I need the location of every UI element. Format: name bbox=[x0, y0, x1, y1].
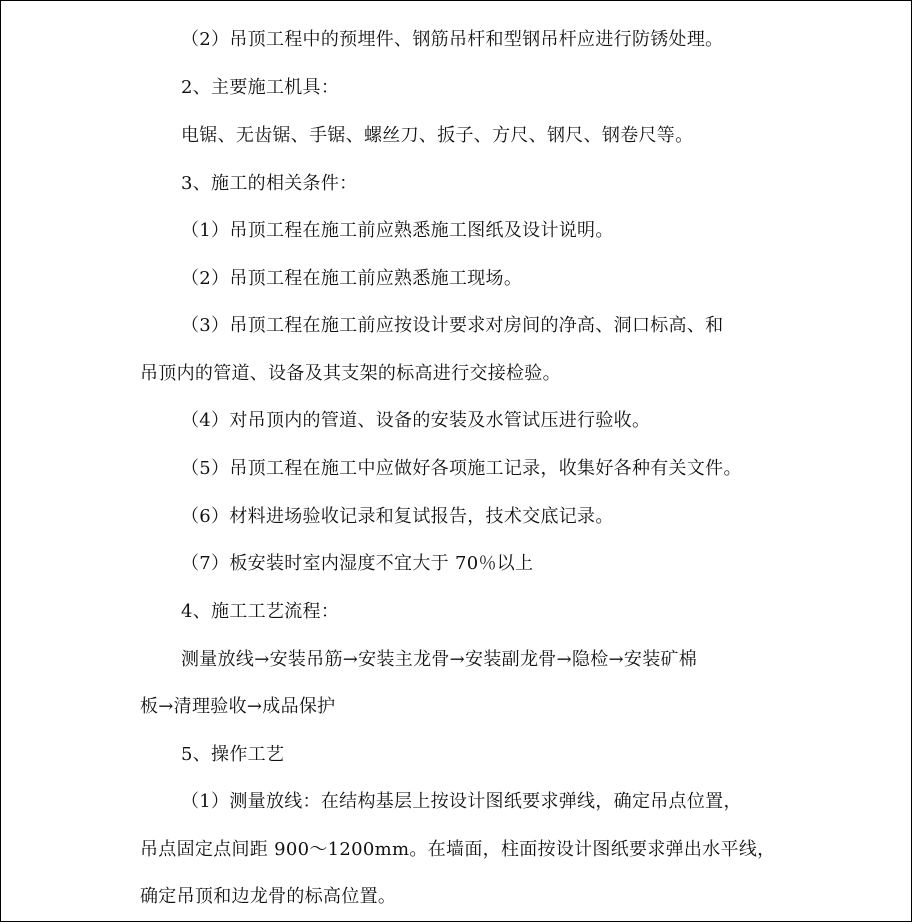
section-heading: 4、施工工艺流程： bbox=[181, 601, 340, 622]
paragraph-line: 吊顶内的管道、设备及其支架的标高进行交接检验。 bbox=[140, 363, 561, 384]
paragraph-line: 吊点固定点间距 900～1200mm。在墙面，柱面按设计图纸要求弹出水平线， bbox=[140, 839, 776, 860]
paragraph-line: （1）测量放线：在结构基层上按设计图纸要求弹线，确定吊点位置， bbox=[181, 791, 742, 812]
paragraph-line: （1）吊顶工程在施工前应熟悉施工图纸及设计说明。 bbox=[181, 220, 614, 241]
paragraph-line: 测量放线→安装吊筋→安装主龙骨→安装副龙骨→隐检→安装矿棉 bbox=[181, 649, 698, 670]
paragraph-line: （2）吊顶工程中的预埋件、钢筋吊杆和型钢吊杆应进行防锈处理。 bbox=[181, 29, 724, 50]
paragraph-line: 电锯、无齿锯、手锯、螺丝刀、扳子、方尺、钢尺、钢卷尺等。 bbox=[181, 125, 694, 146]
paragraph-line: （6）材料进场验收记录和复试报告，技术交底记录。 bbox=[181, 506, 614, 527]
section-heading: 3、施工的相关条件： bbox=[181, 173, 358, 194]
section-heading: 2、主要施工机具： bbox=[181, 77, 340, 98]
paragraph-line: （7）板安装时室内湿度不宜大于 70％以上 bbox=[181, 553, 534, 574]
paragraph-line: （5）吊顶工程在施工中应做好各项施工记录，收集好各种有关文件。 bbox=[181, 458, 742, 479]
paragraph-line: 确定吊顶和边龙骨的标高位置。 bbox=[140, 886, 397, 907]
paragraph-line: 板→清理验收→成品保护 bbox=[140, 696, 336, 717]
section-heading: 5、操作工艺 bbox=[181, 744, 285, 765]
paragraph-line: （4）对吊顶内的管道、设备的安装及水管试压进行验收。 bbox=[181, 410, 651, 431]
paragraph-line: （3）吊顶工程在施工前应按设计要求对房间的净高、洞口标高、和 bbox=[181, 315, 724, 336]
paragraph-line: （2）吊顶工程在施工前应熟悉施工现场。 bbox=[181, 268, 523, 289]
